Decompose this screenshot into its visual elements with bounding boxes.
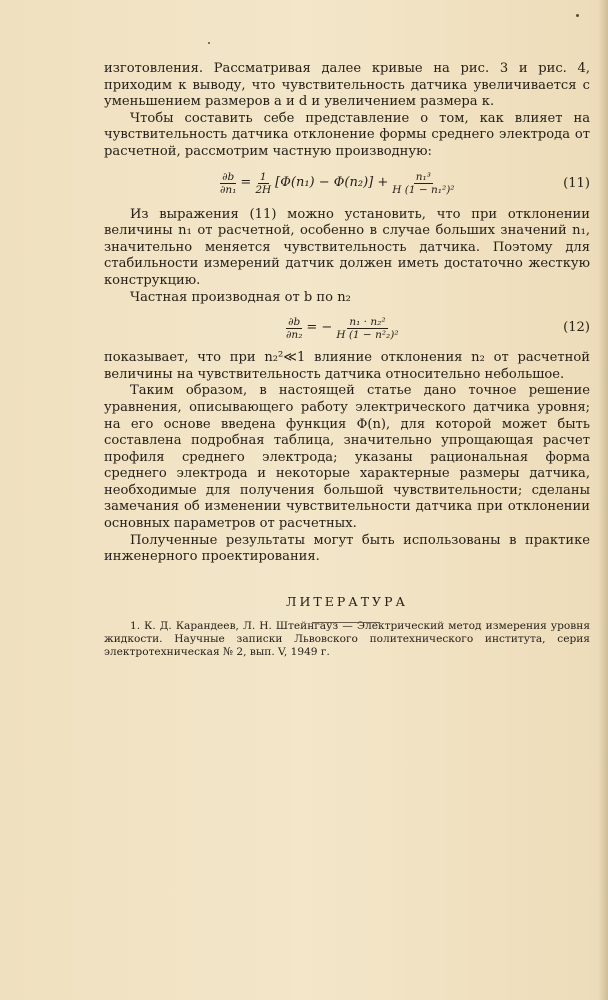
formula-11-coefficient: [253, 171, 273, 196]
formula-11-body: [216, 165, 459, 203]
literature-heading: ЛИТЕРАТУРА: [286, 593, 408, 609]
paragraph-5: показывает, что при n₂²≪1 влияние отклонения n₂ от расчетной величины на чувствительность датчика относительно небольшое.: [104, 350, 590, 382]
equals-sign: =: [240, 175, 252, 191]
fraction-numerator: ∂b: [222, 171, 235, 184]
fraction-numerator: 1: [259, 171, 267, 184]
formula-12-body: [282, 309, 403, 347]
equation-number-12: (12): [563, 320, 590, 336]
equals-minus-sign: = −: [306, 319, 333, 335]
paragraph-4: Частная производная от b по n₂: [130, 289, 351, 305]
fraction-denominator: H (1 − n²₂)²: [336, 328, 399, 341]
formula-11-tail: [390, 171, 456, 196]
speck-mark: [576, 14, 579, 17]
formula-12-lhs: [284, 316, 304, 341]
fraction-denominator: H (1 − n₁²)²: [392, 184, 455, 197]
fraction-denominator: ∂n₂: [286, 328, 303, 341]
reference-1: 1. К. Д. Карандеев, Л. Н. Штейнгауз — Электрический метод измерения уровня жидкости. Научные записки Львовского политехнического института, серия электротехническая № 2, вып. V, 1949 г.: [104, 620, 590, 659]
fraction-numerator: n₁³: [415, 171, 431, 184]
paragraph-1: изготовления. Рассматривая далее кривые на рис. 3 и рис. 4, приходим к выводу, что чувствительность датчика увеличивается с уменьшением размеров a и d и увеличением размера к.: [104, 61, 590, 110]
fraction-denominator: 2H: [255, 184, 272, 197]
paragraph-2: Чтобы составить себе представление о том, как влияет на чувствительность датчика отклонение формы среднего электрода от расчетной, рассмотрим частную производную:: [104, 110, 590, 159]
paragraph-7: Полученные результаты могут быть использованы в практике инженерного проектирования.: [104, 532, 590, 565]
paragraph-6: Таким образом, в настоящей статье дано точное решение уравнения, описывающего работу электрического датчика уровня; на его основе введена функция Φ(n), для которой может быть составлена подробная таблица, значительно упрощающая расчет профиля среднего электрода; указаны рациональная форма среднего электрода и некоторые характерные размеры датчика, необходимые для получения большой чувствительности; сделаны замечания об изменении чувствительности датчика при отклонении основных параметров от расчетных.: [104, 383, 590, 532]
formula-12-rhs: [334, 316, 400, 341]
formula-11: [104, 165, 590, 203]
equation-number-11: (11): [563, 175, 590, 191]
page-edge-shadow: [598, 0, 608, 1000]
fraction-numerator: n₁ · n₂²: [349, 315, 386, 328]
speck-mark: [208, 42, 210, 44]
formula-11-lhs: [218, 171, 238, 196]
formula-12: [104, 309, 590, 347]
closing-rule: [312, 622, 380, 623]
formula-11-bracket: [Φ(n₁) − Φ(n₂)] +: [275, 175, 389, 191]
fraction-denominator: ∂n₁: [220, 184, 237, 197]
paragraph-3: Из выражения (11) можно установить, что при отклонении величины n₁ от расчетной, особенно в случае больших значений n₁, значительно меняется чувствительность датчика. Поэтому для стабильности измерений датчик должен иметь достаточно жесткую конструкцию.: [104, 206, 590, 288]
fraction-numerator: ∂b: [288, 315, 301, 328]
article-text: [104, 61, 590, 659]
